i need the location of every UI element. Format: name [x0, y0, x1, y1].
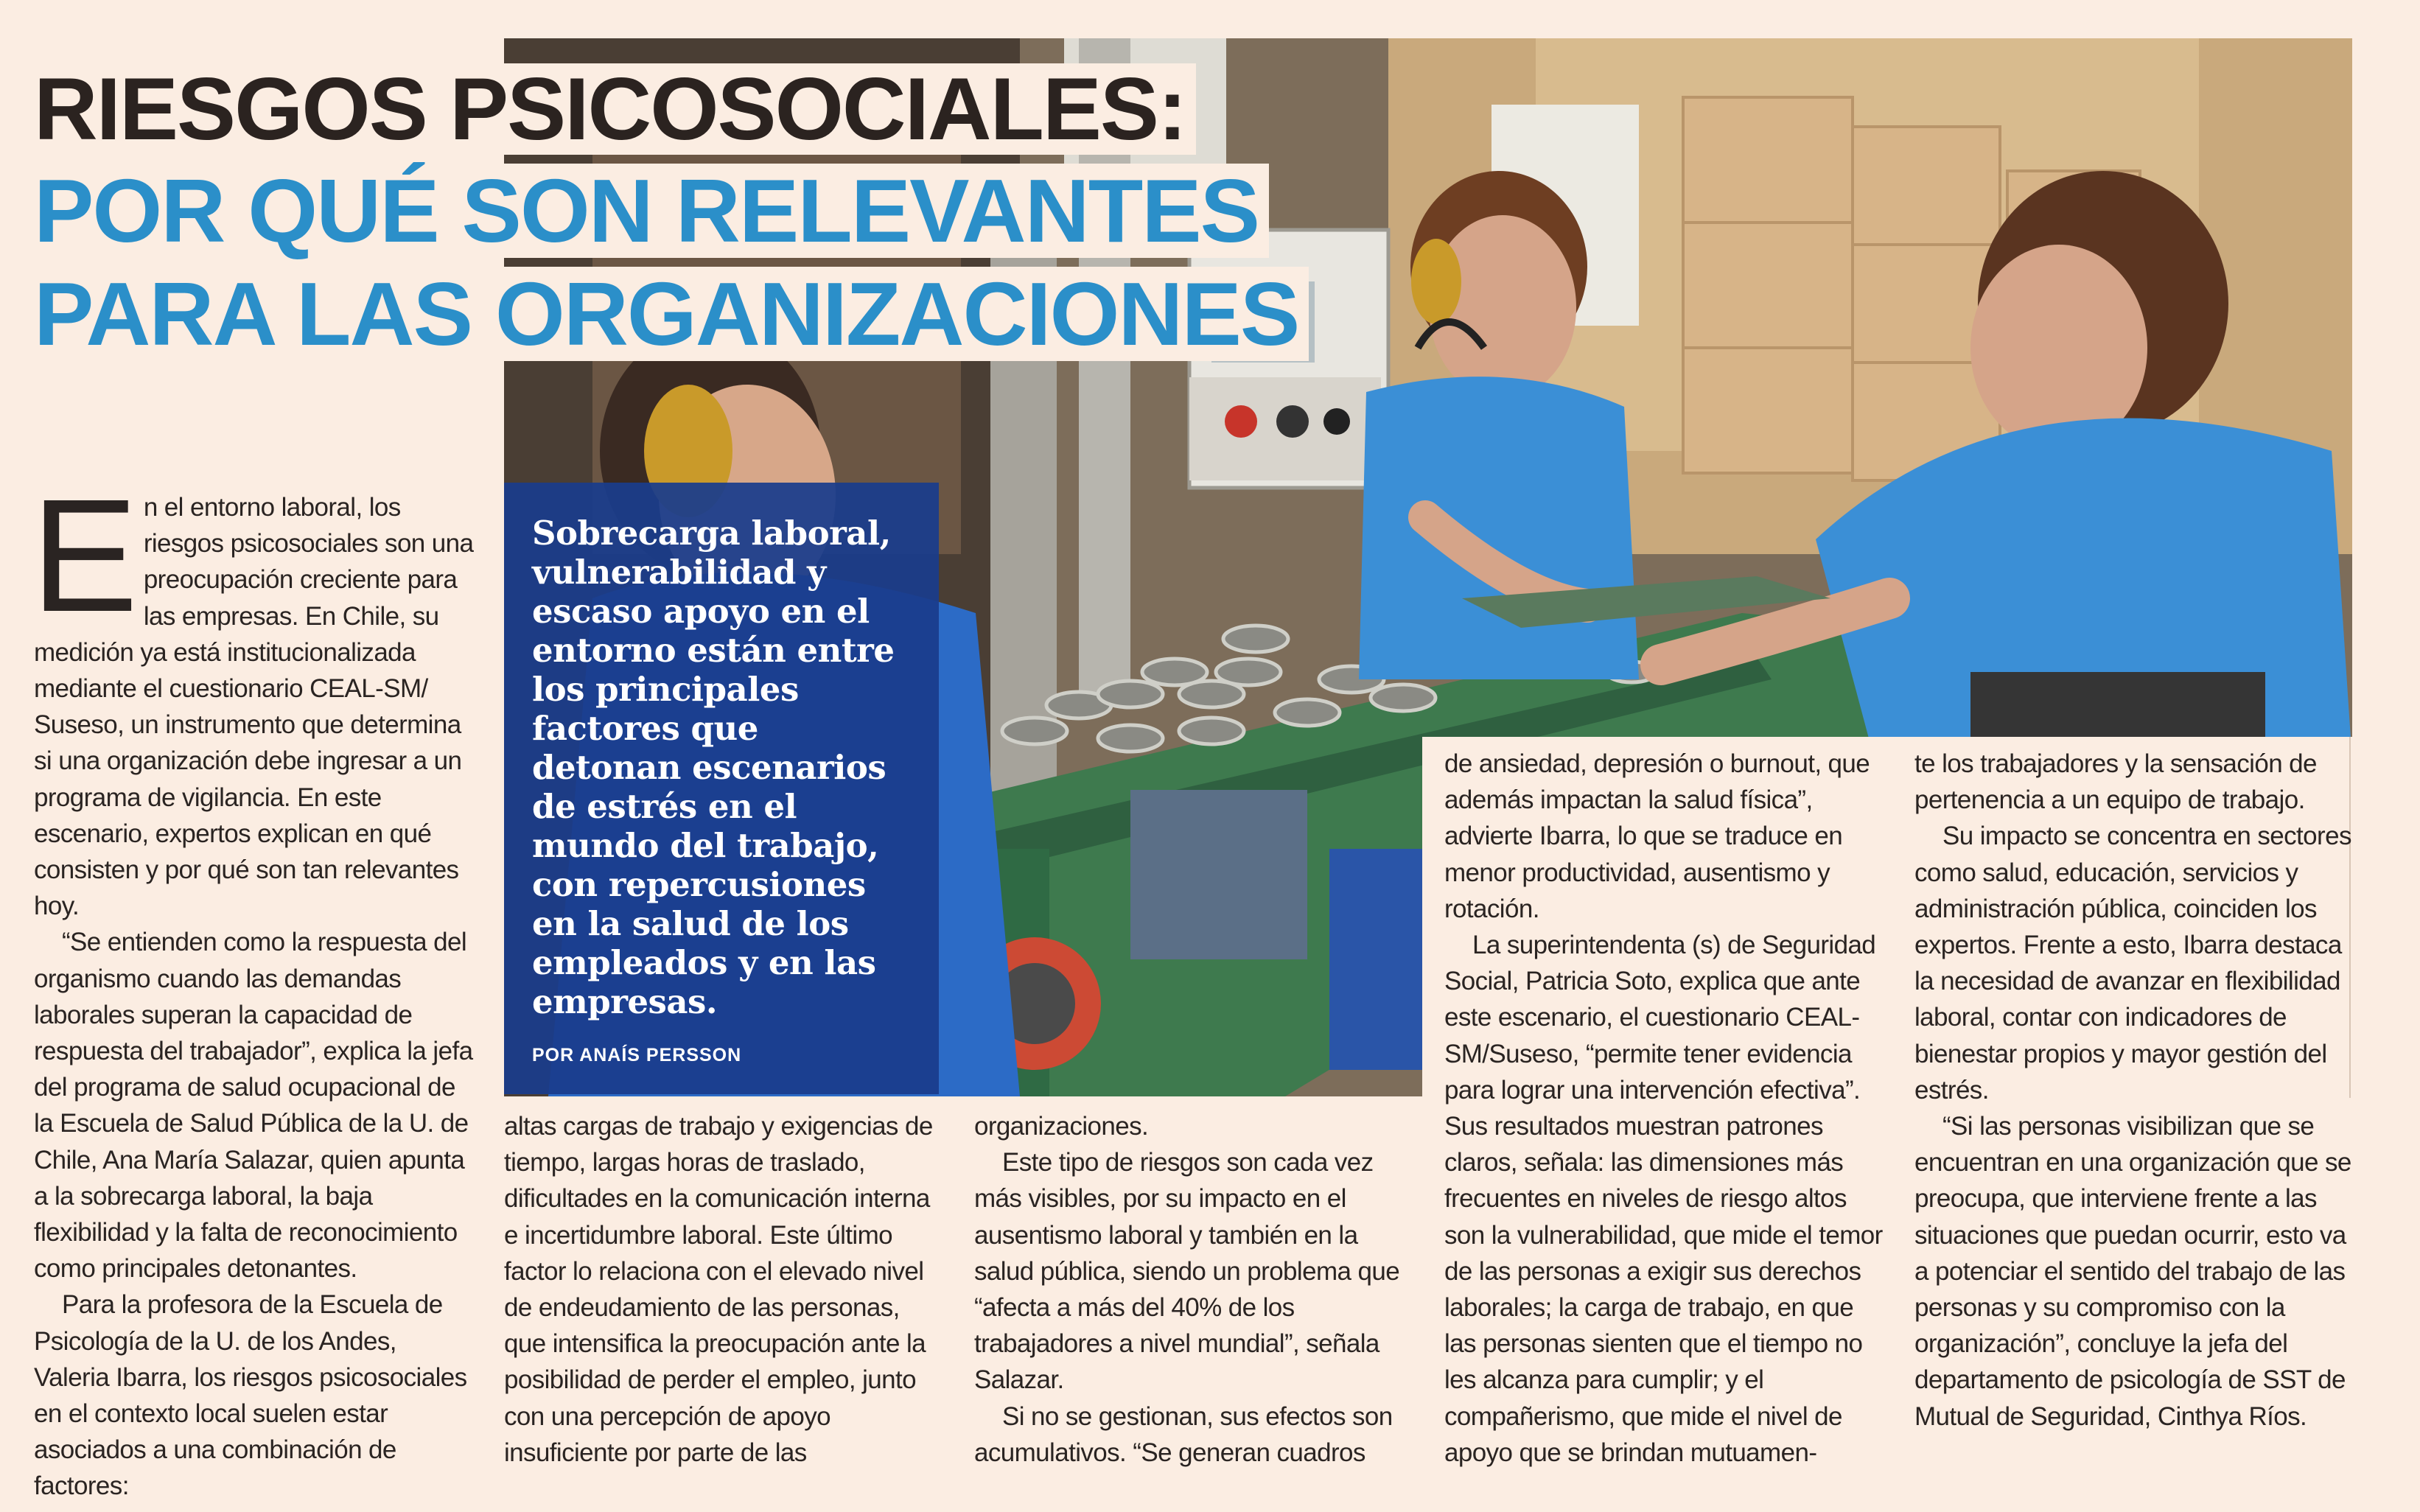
article-column-2	[504, 1108, 946, 1471]
headline-line-2: POR QUÉ SON RELEVANTES	[34, 164, 1269, 258]
article-column-4	[1444, 746, 1886, 1471]
article-paragraph: Su impacto se concentra en sectores como salud, educación, servicios y administración pública, coinciden los expertos. Frente a esto, Ibarra destaca la necesidad de avanzar en flexibilidad laboral, contar con indicadores de bienestar propios y mayor gestión del estrés.	[1914, 822, 2351, 1105]
article-paragraph: “Si las personas visibilizan que se encuentran en una organización que se preocupa, que interviene frente a las situaciones que puedan ocurrir, esto va a potenciar el sentido del trabajo de las personas y su compromiso con la organización”, concluye la jefa del departamento de psicología de SST de Mutual de Seguridad, Cinthya Ríos.	[1914, 1112, 2351, 1431]
headline-line-3: PARA LAS ORGANIZACIONES	[34, 267, 1309, 361]
article-column-5	[1914, 746, 2357, 1435]
article-paragraph: Este tipo de riesgos son cada vez más visibles, por su impacto en el ausentismo laboral y también en la salud pública, siendo un problema que “afecta a más del 40% de los trabajadores a nivel mundial”, señala Salazar.	[974, 1148, 1400, 1395]
paragraph-text: n el entorno laboral, los riesgos psicosociales son una preocupación creciente para las empresas. En Chile, su medición ya está institucionalizada mediante el cuestionario CEAL-SM/ Suseso, un instrumento que determina si una organización debe ingresar a un programa de vigilancia. En este escenario, expertos explican en qué consisten y por qué son tan relevantes hoy.	[34, 493, 474, 921]
article-paragraph: organizaciones.	[974, 1112, 1149, 1141]
article-column-1	[31, 466, 476, 1505]
article-paragraph: te los trabajadores y la sensación de pertenencia a un equipo de trabajo.	[1914, 749, 2317, 815]
pull-quote-box	[504, 483, 939, 1094]
article-column-3	[974, 1108, 1416, 1471]
pull-quote-text: Sobrecarga laboral, vulnerabilidad y escaso apoyo en el entorno están entre los principales factores que detonan escenarios de estrés en el mundo del trabajo, con repercusiones en la salud de los empleados y en las empresas.	[532, 514, 895, 1021]
article-paragraph: “Se entienden como la respuesta del organismo cuando las demandas laborales superan la capacidad de respuesta del trabajador”, explica la jefa del programa de salud ocupacional de la Escuela de Salud Pública de la U. de Chile, Ana María Salazar, quien apunta a la sobrecarga laboral, la baja flexibilidad y la falta de reconocimiento como principales detonantes.	[34, 928, 473, 1284]
headline-line-1: RIESGOS PSICOSOCIALES:	[34, 63, 1196, 155]
article-paragraph: La superintendenta (s) de Seguridad Social, Patricia Soto, explica que ante este escenario, el cuestionario CEAL-SM/Suseso, “permite tener evidencia para lograr una intervención efectiva”. Sus resultados muestran patrones claros, señala: las dimensiones más frecuentes en niveles de riesgo altos son la vulnerabilidad, que mide el temor de las personas a exigir sus derechos laborales; la carga de trabajo, en que las personas sienten que el tiempo no les alcanza para cumplir; y el compañerismo, que mide el nivel de apoyo que se brindan mutuamen-	[1444, 931, 1883, 1467]
article-paragraph: altas cargas de trabajo y exigencias de tiempo, largas horas de traslado, dificultades en la comunicación interna e incertidumbre laboral. Este último factor lo relaciona con el elevado nivel de endeudamiento de las personas, que intensifica la preocupación ante la posibilidad de perder el empleo, junto con una percepción de apoyo insuficiente por parte de las	[504, 1112, 933, 1467]
article-paragraph: Si no se gestionan, sus efectos son acumulativos. “Se generan cuadros	[974, 1401, 1393, 1467]
byline: POR ANAÍS PERSSON	[532, 1045, 742, 1065]
article-paragraph: de ansiedad, depresión o burnout, que además impactan la salud física”, advierte Ibarra, lo que se traduce en menor productividad, ausentismo y rotación.	[1444, 749, 1870, 923]
article-paragraph: Para la profesora de la Escuela de Psicología de la U. de los Andes, Valeria Ibarra, los riesgos psicosociales en el contexto local suelen estar asociados a una combinación de factores:	[34, 1290, 467, 1501]
drop-cap: E	[31, 466, 138, 645]
article-paragraph	[31, 466, 476, 924]
